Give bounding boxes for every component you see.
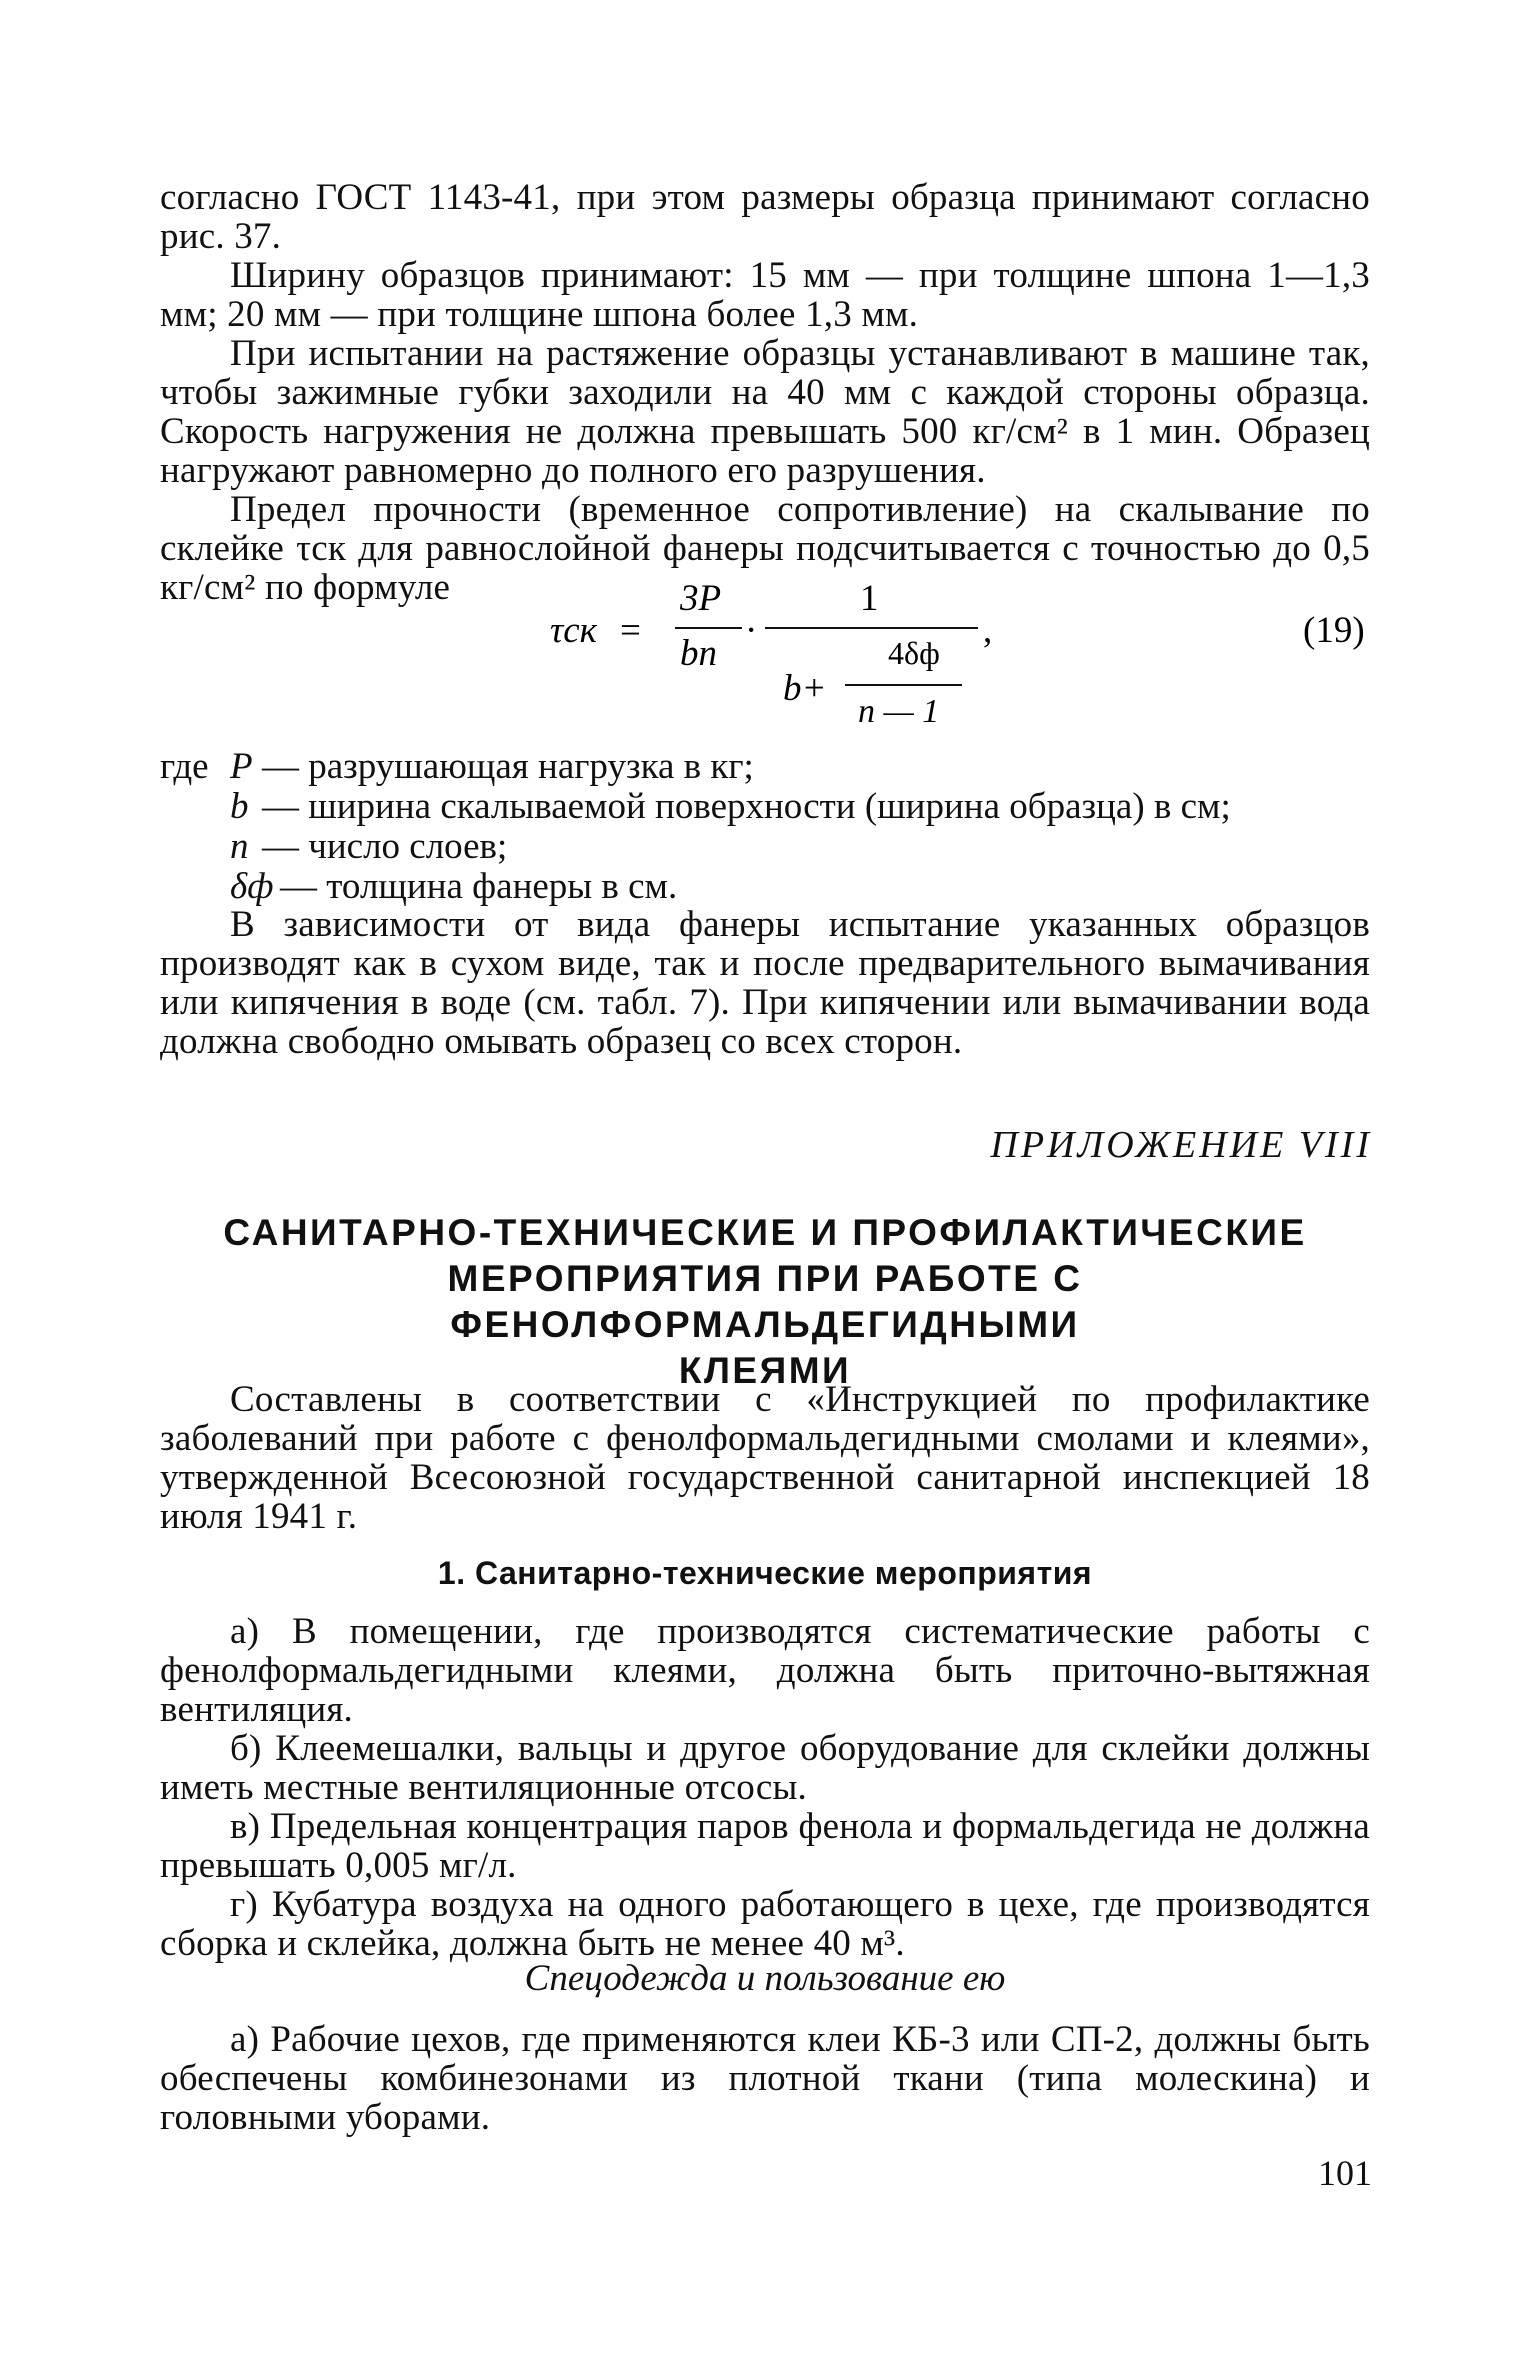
formula-frac1-num: 3P [680, 578, 722, 619]
section1-list [160, 1612, 1370, 1963]
paragraph: Ширину образцов принимают: 15 мм — при толщине шпона 1—1,3 мм; 20 мм — при толщине шпона более 1,3 мм. [160, 255, 1370, 335]
legend-text: — толщина фанеры в см. [280, 866, 678, 907]
formula-frac1-den: bn [680, 633, 717, 674]
title-line: КЛЕЯМИ [678, 1350, 852, 1391]
title-line: САНИТАРНО-ТЕХНИЧЕСКИЕ И ПРОФИЛАКТИЧЕСКИЕ [223, 1212, 1307, 1253]
formula-frac2-num: 1 [860, 578, 879, 619]
legend-symbol: P [230, 746, 253, 787]
section2-heading: Спецодежда и пользование ею [524, 1958, 1006, 1999]
legend-text: — разрушающая нагрузка в кг; [262, 746, 754, 787]
intro-block [160, 1380, 1370, 1536]
paragraph: Предел прочности (временное сопротивление) на скалывание по склейке τск для равнослойной фанеры подсчитывается с точностью до 0,5 кг/см² по формуле [160, 489, 1370, 608]
formula-dot: · [745, 610, 758, 651]
section1-heading: 1. Санитарно-технические мероприятия [437, 1555, 1093, 1591]
formula-number: (19) [1303, 610, 1365, 651]
formula-inner-num: 4δф [888, 635, 940, 671]
formula-equals: = [620, 610, 641, 651]
legend-text: — ширина скалываемой поверхности (ширина образца) в см; [262, 786, 1231, 827]
list-item: б) Клеемешалки, вальцы и другое оборудование для склейки должны иметь местные вентиляционные отсосы. [160, 1728, 1370, 1808]
list-item: в) Предельная концентрация паров фенола и формальдегида не должна превышать 0,005 мг/л. [160, 1806, 1370, 1886]
legend-symbol: δф [230, 866, 274, 907]
formula-legend [160, 747, 1370, 907]
list-item: а) Рабочие цехов, где применяются клеи КБ-3 или СП-2, должны быть обеспечены комбинезонами из плотной ткани (типа молескина) и головными уборами. [160, 2019, 1370, 2138]
text-block-after-legend [160, 905, 1370, 1061]
page-number: 101 [1318, 2153, 1372, 2193]
legend-text: — число слоев; [262, 826, 508, 867]
legend-symbol: b [230, 786, 249, 827]
paragraph: В зависимости от вида фанеры испытание указанных образцов производят как в сухом виде, так и после предварительного вымачивания или кипячения в воде (см. табл. 7). При кипячении или вымачивании вода должна свободно омывать образец со всех сторон. [160, 904, 1370, 1062]
paragraph: согласно ГОСТ 1143-41, при этом размеры образца принимают согласно рис. 37. [160, 177, 1370, 257]
legend-symbol: n [230, 826, 249, 867]
formula-comma: , [983, 610, 993, 651]
list-item: а) В помещении, где производятся систематические работы с фенолформальдегидными клеями, должна быть приточно-вытяжная вентиляция. [160, 1611, 1370, 1730]
formula-lhs: τск [550, 610, 597, 651]
formula-inner-den: n — 1 [858, 693, 940, 730]
appendix-label: ПРИЛОЖЕНИЕ VIII [990, 1124, 1372, 1166]
section-title [160, 1210, 1370, 1394]
legend-intro: где [160, 746, 209, 787]
formula-frac2-den: b+ [783, 668, 827, 709]
list-item: г) Кубатура воздуха на одного работающего в цехе, где производятся сборка и склейка, должна быть не менее 40 м³. [160, 1884, 1370, 1964]
intro-paragraph: Составлены в соответствии с «Инструкцией по профилактике заболеваний при работе с фенолформальдегидными смолами и клеями», утвержденной Всесоюзной государственной санитарной инспекцией 18 июля 1941 г. [160, 1379, 1370, 1537]
paragraph: При испытании на растяжение образцы устанавливают в машине так, чтобы зажимные губки заходили на 40 мм с каждой стороны образца. Скорость нагружения не должна превышать 500 кг/см² в 1 мин. Образец нагружают равномерно до полного его разрушения. [160, 333, 1370, 491]
section2-list [160, 2020, 1370, 2137]
title-line: МЕРОПРИЯТИЯ ПРИ РАБОТЕ С ФЕНОЛФОРМАЛЬДЕГИДНЫМИ [447, 1258, 1083, 1345]
